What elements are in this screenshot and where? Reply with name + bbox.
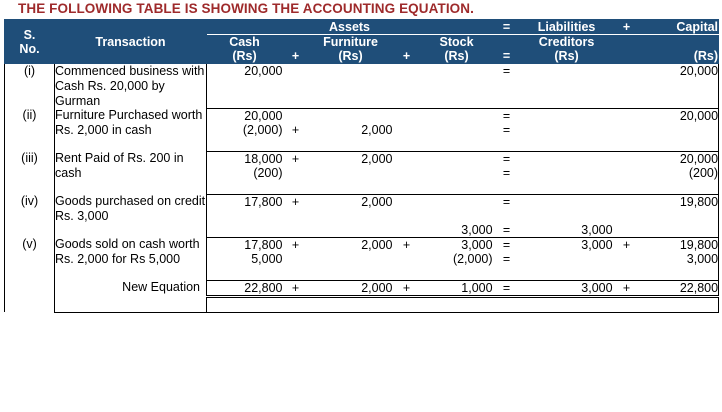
- total-stock: 1,000: [421, 280, 493, 296]
- cell-creditors: [521, 64, 613, 80]
- bottom-band-creditors: [521, 296, 613, 312]
- row-transaction: Rent Paid of Rs. 200 in cash: [55, 151, 207, 194]
- spacer-op2: [393, 137, 421, 152]
- cell-creditors: [521, 123, 613, 137]
- subtotal-cash: 17,800: [244, 237, 283, 252]
- cell-equals: =: [493, 223, 521, 238]
- subtotal-equals: =: [502, 237, 511, 252]
- spacer-cash: [207, 80, 283, 94]
- spacer-creditors: [521, 209, 613, 223]
- header-equals-top: =: [493, 20, 521, 35]
- spacer-capital: [641, 266, 719, 281]
- cell-op2: [393, 64, 421, 80]
- table-bottom-band: [5, 296, 719, 312]
- spacer-stock: [421, 80, 493, 94]
- cell-furniture: [309, 166, 393, 180]
- cell-stock: (2,000): [452, 251, 493, 266]
- spacer-cash: [207, 180, 283, 195]
- cell-cash: (200): [253, 165, 283, 180]
- header-assets-group: Assets: [207, 20, 493, 35]
- spacer-creditors: [521, 137, 613, 152]
- total-furniture: 2,000: [309, 280, 393, 296]
- spacer-capital: [641, 209, 719, 223]
- row-sno: (v): [5, 237, 55, 280]
- spacer-op2: [393, 209, 421, 223]
- cell-equals: =: [502, 165, 511, 180]
- spacer-stock: [421, 137, 493, 152]
- spacer-op3: [613, 137, 641, 152]
- total-cash: 22,800: [207, 280, 283, 296]
- subtotal-capital: 20,000: [641, 151, 719, 166]
- spacer-equals: [493, 94, 521, 109]
- cell-op1: [283, 64, 309, 80]
- spacer-furniture: [309, 209, 393, 223]
- spacer-op3: [613, 180, 641, 195]
- spacer-equals: [493, 266, 521, 281]
- bottom-band-equals: [493, 296, 521, 312]
- spacer-op2: [393, 180, 421, 195]
- subtotal-creditors: 3,000: [581, 237, 613, 252]
- spacer-equals: [493, 80, 521, 94]
- total-label: New Equation: [55, 280, 207, 296]
- subtotal-furniture: 2,000: [361, 237, 393, 252]
- cell-op1: +: [291, 122, 300, 137]
- spacer-op1: [283, 80, 309, 94]
- total-sno: [5, 280, 55, 312]
- total-op1: +: [283, 280, 309, 296]
- cell-op2: [393, 223, 421, 238]
- subtotal-capital: 20,000: [641, 108, 719, 123]
- row-transaction: Goods purchased on credit Rs. 3,000: [55, 194, 207, 237]
- subtotal-creditors: [521, 194, 613, 209]
- cell-equals: =: [502, 122, 511, 137]
- cell-capital: 20,000: [641, 64, 719, 80]
- spacer-cash: [207, 137, 283, 152]
- total-op2: +: [393, 280, 421, 296]
- spacer-furniture: [309, 137, 393, 152]
- spacer-stock: [421, 209, 493, 223]
- spacer-op1: [283, 209, 309, 223]
- row-sno: (iii): [5, 151, 55, 194]
- cell-op3: [613, 223, 641, 238]
- bottom-band-op1: [283, 296, 309, 312]
- cell-stock: 3,000: [421, 223, 493, 238]
- spacer-capital: [641, 94, 719, 109]
- cell-op2: [393, 123, 421, 137]
- cell-cash: [207, 223, 283, 238]
- header-plus-1: +: [283, 35, 309, 64]
- total-capital: 22,800: [641, 280, 719, 296]
- subtotal-op2: [393, 194, 421, 209]
- row-transaction: Commenced business with Cash Rs. 20,000 by Gurman: [55, 64, 207, 109]
- cell-capital: (200): [641, 166, 719, 180]
- subtotal-op2: [393, 108, 421, 123]
- header-capital-unit: (Rs): [641, 35, 719, 64]
- spacer-op3: [613, 209, 641, 223]
- spacer-op2: [393, 80, 421, 94]
- spacer-op3: [613, 80, 641, 94]
- subtotal-cash: 20,000: [244, 108, 283, 123]
- spacer-capital: [641, 180, 719, 195]
- spacer-furniture: [309, 80, 393, 94]
- cell-cash: 5,000: [251, 251, 283, 266]
- cell-op1: [283, 252, 309, 266]
- row-sno: (iv): [5, 194, 55, 237]
- total-op3: +: [613, 280, 641, 296]
- subtotal-furniture: [309, 108, 393, 123]
- cell-op3: [613, 252, 641, 266]
- cell-creditors: [521, 252, 613, 266]
- row-transaction: Furniture Purchased worth Rs. 2,000 in cash: [55, 108, 207, 151]
- header-creditors: Creditors (Rs): [521, 35, 613, 64]
- header-stock: Stock (Rs): [421, 35, 493, 64]
- spacer-cash: [207, 266, 283, 281]
- row-sno: (ii): [5, 108, 55, 151]
- cell-capital: [641, 123, 719, 137]
- spacer-creditors: [521, 266, 613, 281]
- subtotal-stock: [421, 151, 493, 166]
- subtotal-op1: +: [291, 237, 300, 252]
- bottom-band-furniture: [309, 296, 393, 312]
- spacer-furniture: [309, 180, 393, 195]
- spacer-furniture: [309, 266, 393, 281]
- subtotal-creditors: [521, 151, 613, 166]
- cell-op2: [393, 166, 421, 180]
- header-furniture: Furniture (Rs): [309, 35, 393, 64]
- subtotal-capital: 19,800: [641, 194, 719, 209]
- subtotal-creditors: [521, 108, 613, 123]
- cell-op1: [283, 166, 309, 180]
- subtotal-cash: 18,000: [244, 151, 283, 166]
- spacer-creditors: [521, 180, 613, 195]
- spacer-op1: [283, 94, 309, 109]
- bottom-band-cash: [207, 296, 283, 312]
- subtotal-op2: [393, 151, 421, 166]
- table-row: [5, 64, 719, 80]
- total-equals: =: [493, 280, 521, 296]
- spacer-equals: [493, 137, 521, 152]
- spacer-stock: [421, 180, 493, 195]
- header-cash: Cash (Rs): [207, 35, 283, 64]
- cell-cash: 20,000: [244, 64, 283, 78]
- subtotal-capital: 19,800: [641, 237, 719, 252]
- subtotal-equals: =: [502, 151, 511, 166]
- header-transaction: Transaction: [55, 20, 207, 64]
- header-liabilities-group: Liabilities: [521, 20, 613, 35]
- row-transaction: Goods sold on cash worth Rs. 2,000 for Rs 5,000: [55, 237, 207, 280]
- header-plus-top: +: [613, 20, 641, 35]
- subtotal-furniture: 2,000: [361, 151, 393, 166]
- spacer-op2: [393, 94, 421, 109]
- cell-equals: =: [502, 64, 511, 78]
- spacer-capital: [641, 137, 719, 152]
- header-plus-2: +: [393, 35, 421, 64]
- cell-furniture: [309, 252, 393, 266]
- cell-op3: [613, 123, 641, 137]
- bottom-band-op3: [613, 296, 641, 312]
- cell-equals: =: [502, 251, 511, 266]
- subtotal-op1: +: [291, 151, 300, 166]
- cell-stock: [421, 64, 493, 80]
- cell-creditors: [521, 166, 613, 180]
- cell-stock: [421, 123, 493, 137]
- spacer-stock: [421, 94, 493, 109]
- spacer-op1: [283, 180, 309, 195]
- row-sno: (i): [5, 64, 55, 109]
- cell-capital: [641, 223, 719, 238]
- spacer-op2: [393, 266, 421, 281]
- spacer-op3: [613, 94, 641, 109]
- subtotal-op2: +: [402, 237, 411, 252]
- spacer-op1: [283, 266, 309, 281]
- subtotal-row: [5, 194, 719, 209]
- spacer-cash: [207, 94, 283, 109]
- subtotal-furniture: 2,000: [361, 194, 393, 209]
- cell-op1: [283, 223, 309, 238]
- cell-op3: [613, 64, 641, 80]
- header-capital-group: Capital: [641, 20, 719, 35]
- cell-cash: (2,000): [242, 122, 283, 137]
- bottom-band-stock: [421, 296, 493, 312]
- cell-creditors: 3,000: [521, 223, 613, 238]
- cell-capital: 3,000: [641, 252, 719, 266]
- subtotal-op1: +: [291, 194, 300, 209]
- spacer-creditors: [521, 94, 613, 109]
- page-title: THE FOLLOWING TABLE IS SHOWING THE ACCOUNTING EQUATION.: [18, 1, 474, 16]
- spacer-op3: [613, 266, 641, 281]
- subtotal-stock: 3,000: [461, 237, 493, 252]
- spacer-creditors: [521, 80, 613, 94]
- total-creditors: 3,000: [521, 280, 613, 296]
- spacer-capital: [641, 80, 719, 94]
- cell-furniture: [309, 223, 393, 238]
- subtotal-stock: [421, 194, 493, 209]
- bottom-band-capital: [641, 296, 719, 312]
- subtotal-op3: [613, 108, 641, 123]
- header-spacer: [613, 35, 641, 64]
- header-equals-sub: =: [493, 35, 521, 64]
- subtotal-row: [5, 237, 719, 252]
- subtotal-equals: =: [502, 194, 511, 209]
- spacer-op1: [283, 137, 309, 152]
- header-sno: S. No.: [5, 20, 55, 64]
- cell-op2: [393, 252, 421, 266]
- spacer-equals: [493, 180, 521, 195]
- spacer-stock: [421, 266, 493, 281]
- spacer-cash: [207, 209, 283, 223]
- subtotal-equals: =: [502, 108, 511, 123]
- spacer-equals: [493, 209, 521, 223]
- subtotal-stock: [421, 108, 493, 123]
- subtotal-op3: [613, 194, 641, 209]
- cell-op3: [613, 166, 641, 180]
- bottom-band-op2: [393, 296, 421, 312]
- subtotal-op1: [283, 108, 309, 123]
- spacer-furniture: [309, 94, 393, 109]
- cell-furniture: [309, 64, 393, 80]
- total-row: [5, 280, 719, 296]
- cell-furniture: 2,000: [361, 122, 393, 137]
- subtotal-cash: 17,800: [244, 194, 283, 209]
- bottom-band-transaction: [55, 296, 207, 312]
- table-header-group-row: [5, 20, 719, 35]
- cell-stock: [421, 166, 493, 180]
- subtotal-row: [5, 151, 719, 166]
- subtotal-op3: [613, 151, 641, 166]
- subtotal-op3: +: [622, 237, 631, 252]
- accounting-equation-table: [4, 19, 719, 313]
- subtotal-row: [5, 108, 719, 123]
